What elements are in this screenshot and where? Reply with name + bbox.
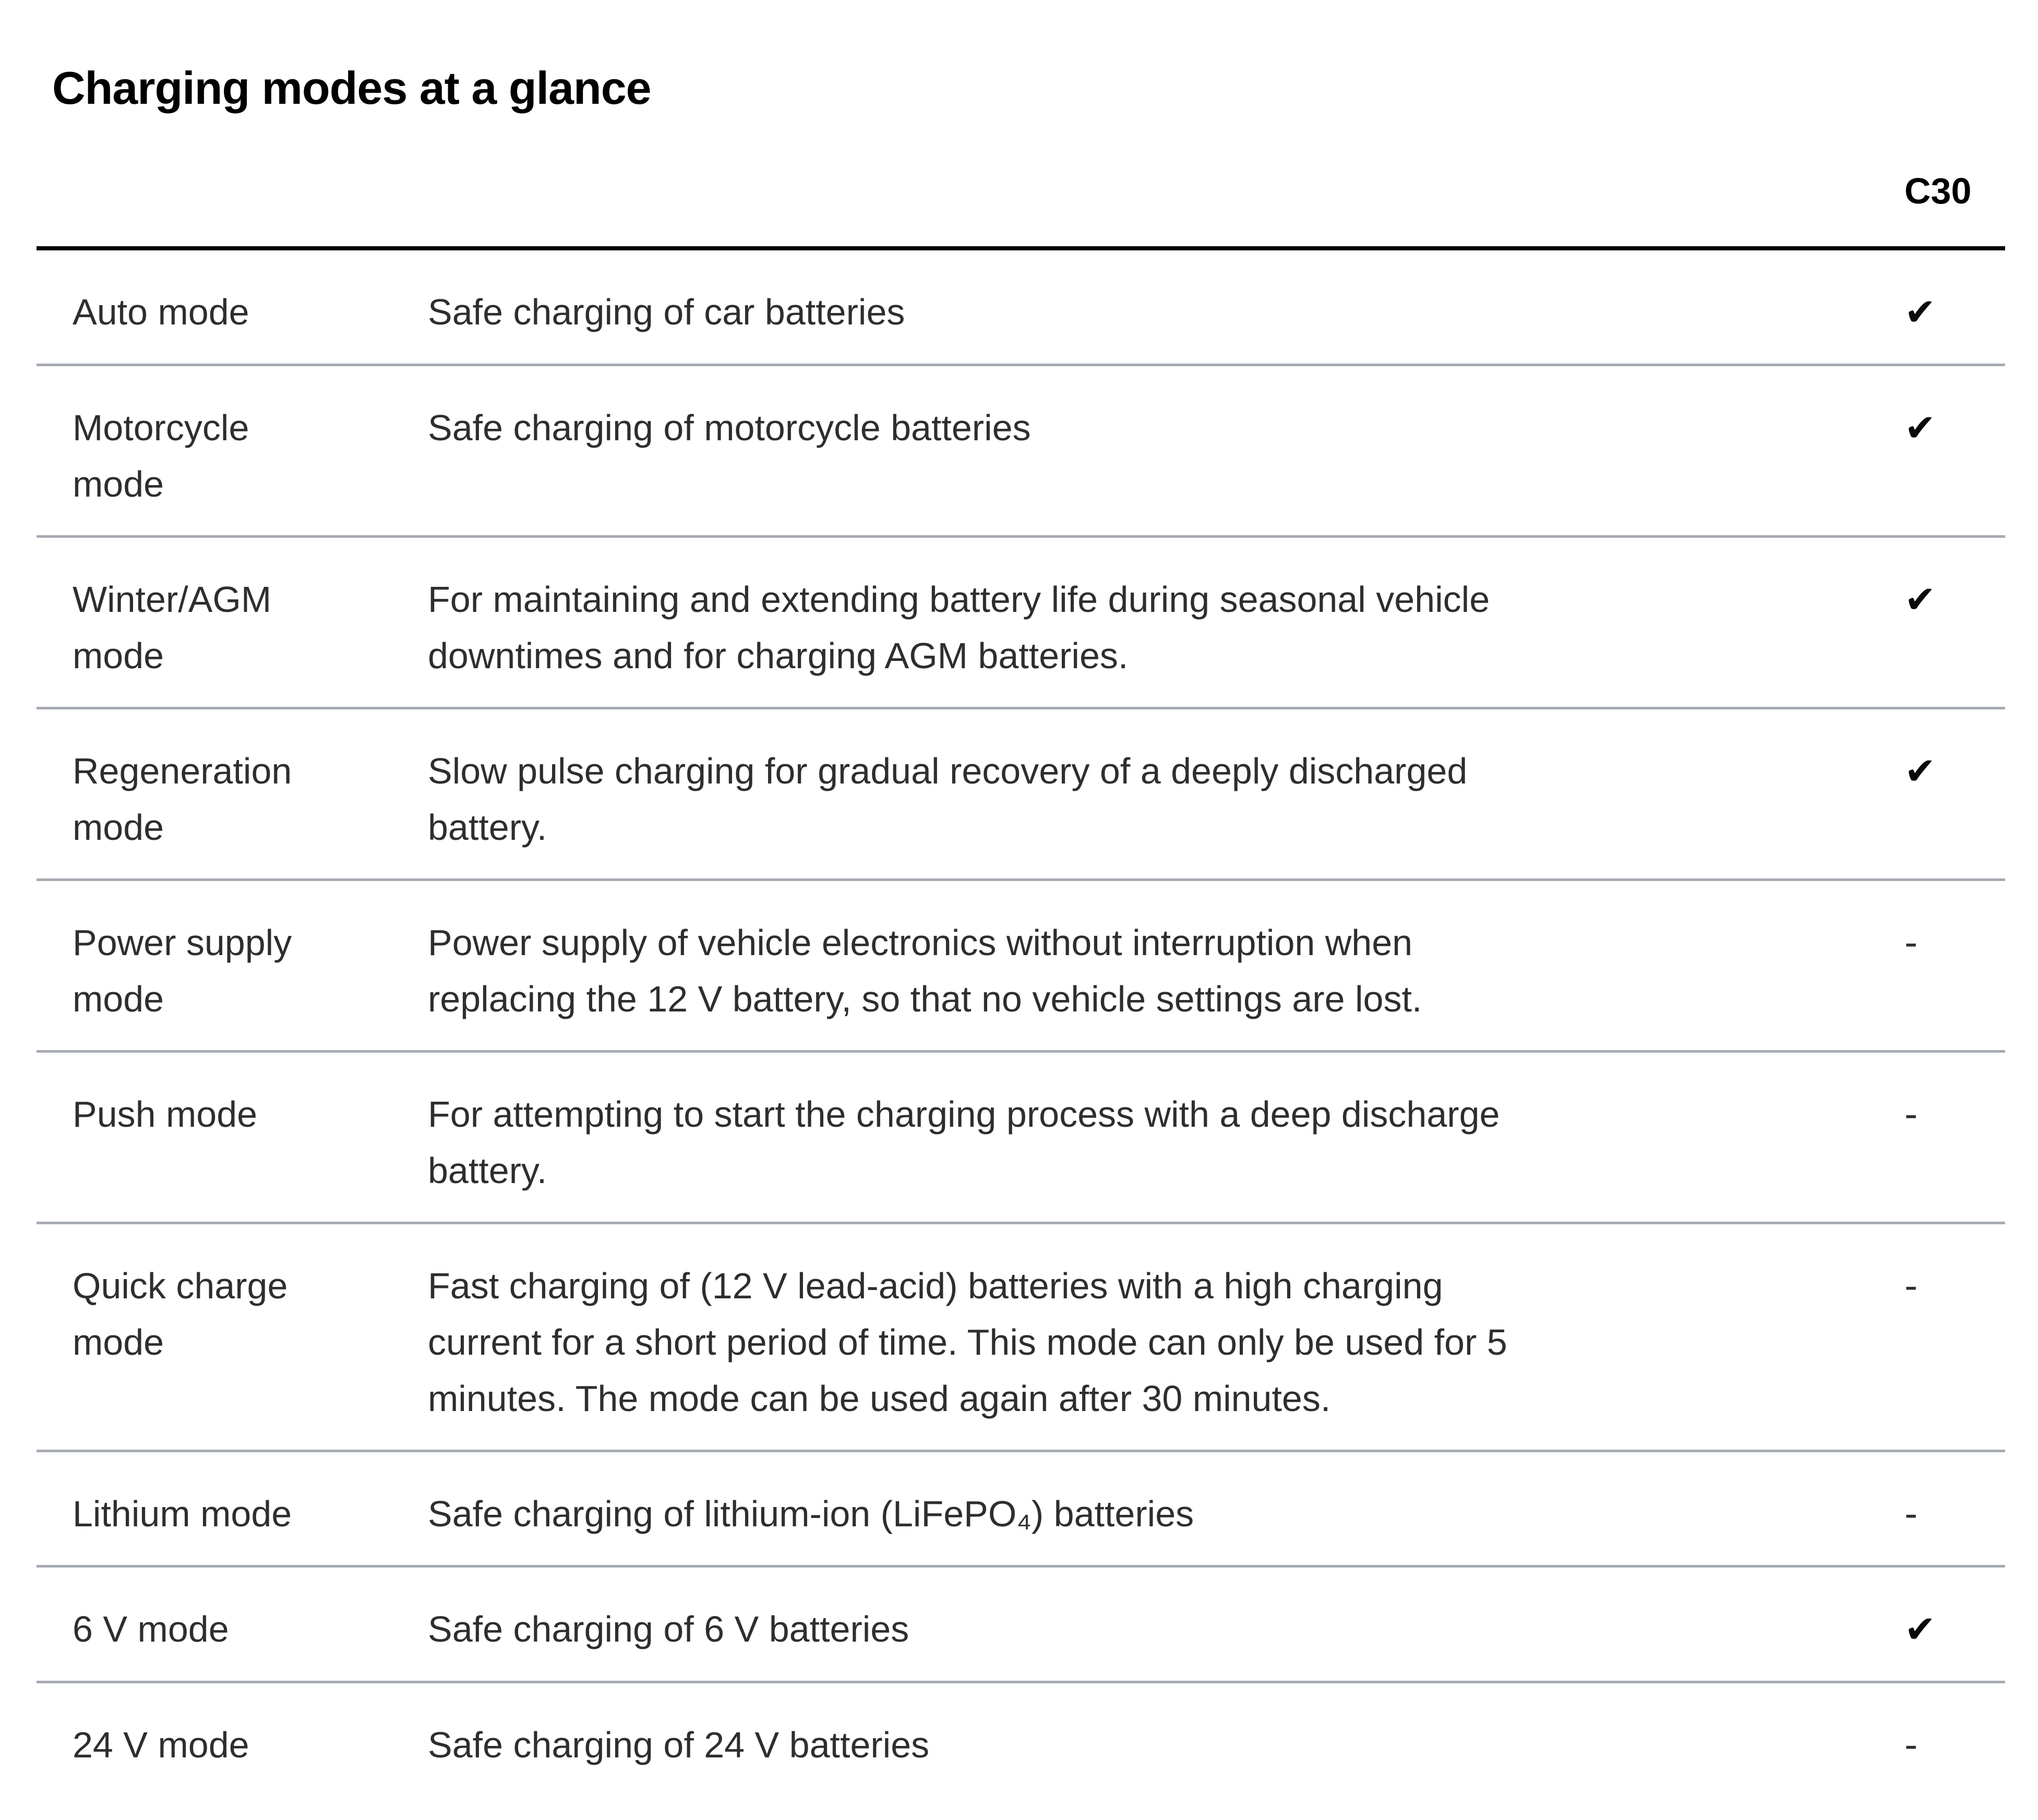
c30-status bbox=[1902, 1486, 2005, 1542]
page-title: Charging modes at a glance bbox=[52, 62, 651, 114]
c30-status bbox=[1902, 1258, 2005, 1427]
mode-label: 24 V mode bbox=[73, 1725, 249, 1765]
check-icon: ✔ bbox=[1904, 749, 1936, 793]
charging-modes-table bbox=[37, 246, 2005, 1796]
check-icon: ✔ bbox=[1904, 577, 1936, 621]
mode-description: For attempting to start the charging process with a deep discharge battery. bbox=[428, 1094, 1500, 1191]
table-row bbox=[37, 1683, 2005, 1796]
check-icon: ✔ bbox=[1904, 1607, 1936, 1651]
mode-label: Winter/AGM mode bbox=[73, 579, 272, 676]
column-header-c30: C30 bbox=[1904, 171, 1972, 211]
dash-text: - bbox=[1904, 1723, 1918, 1766]
mode-label: Auto mode bbox=[73, 292, 249, 332]
page bbox=[37, 0, 2005, 1796]
mode-description: Safe charging of 6 V batteries bbox=[428, 1609, 909, 1649]
mode-description: For maintaining and extending battery life during seasonal vehicle downtimes and for charging AGM batteries. bbox=[428, 579, 1490, 676]
mode-description: Safe charging of car batteries bbox=[428, 292, 905, 332]
c30-status bbox=[1902, 1717, 2005, 1773]
c30-status bbox=[1902, 571, 2005, 684]
mode-description: Safe charging of motorcycle batteries bbox=[428, 407, 1031, 448]
c30-status bbox=[1902, 743, 2005, 855]
c30-status bbox=[1902, 284, 2005, 341]
mode-label: Regeneration mode bbox=[73, 751, 292, 848]
table-row bbox=[37, 538, 2005, 709]
table-row bbox=[37, 1053, 2005, 1224]
mode-label: Power supply mode bbox=[73, 922, 292, 1019]
mode-description: Slow pulse charging for gradual recovery of a deeply discharged battery. bbox=[428, 751, 1468, 848]
c30-status bbox=[1902, 914, 2005, 1027]
mode-label: Motorcycle mode bbox=[73, 407, 249, 504]
mode-label: 6 V mode bbox=[73, 1609, 229, 1649]
check-icon: ✔ bbox=[1904, 290, 1936, 334]
table-row bbox=[37, 881, 2005, 1053]
mode-description: Safe charging of lithium-ion (LiFePO₄) batteries bbox=[428, 1493, 1194, 1534]
c30-status bbox=[1902, 1601, 2005, 1658]
table-row bbox=[37, 1452, 2005, 1568]
mode-label: Quick charge mode bbox=[73, 1265, 288, 1363]
dash-text: - bbox=[1904, 1264, 1918, 1307]
table-row bbox=[37, 250, 2005, 366]
table-row bbox=[37, 1224, 2005, 1452]
mode-label: Push mode bbox=[73, 1094, 258, 1135]
c30-status bbox=[1902, 1086, 2005, 1199]
table-row bbox=[37, 366, 2005, 538]
dash-text: - bbox=[1904, 921, 1918, 964]
dash-text: - bbox=[1904, 1492, 1918, 1535]
dash-text: - bbox=[1904, 1093, 1918, 1136]
check-icon: ✔ bbox=[1904, 406, 1936, 450]
mode-description: Safe charging of 24 V batteries bbox=[428, 1725, 930, 1765]
table-header-row bbox=[37, 114, 2005, 246]
table-row bbox=[37, 709, 2005, 881]
mode-description: Power supply of vehicle electronics without interruption when replacing the 12 V battery, so that no vehicle settings are lost. bbox=[428, 922, 1422, 1019]
table-row bbox=[37, 1568, 2005, 1683]
mode-label: Lithium mode bbox=[73, 1493, 292, 1534]
mode-description: Fast charging of (12 V lead-acid) batteries with a high charging current for a short period of time. This mode can only be used for 5 minutes. The mode can be used again after 30 minutes. bbox=[428, 1265, 1507, 1419]
c30-status bbox=[1902, 400, 2005, 512]
